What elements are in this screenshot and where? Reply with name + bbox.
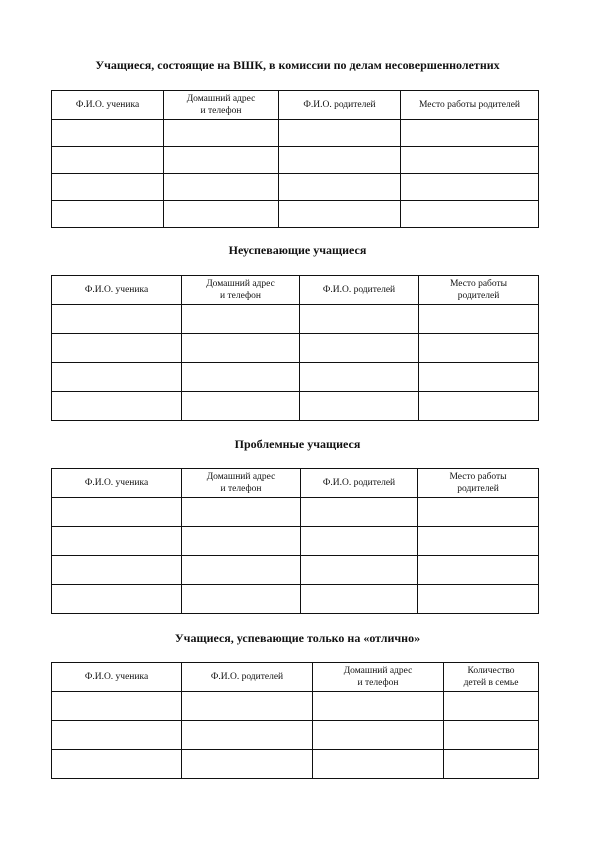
table-cell[interactable] [300,305,419,334]
col-header-address: Домашний адрес и телефон [164,91,279,120]
table-cell[interactable] [182,392,300,421]
table-cell[interactable] [301,556,418,585]
table-cell[interactable] [182,750,313,779]
table-cell[interactable] [419,334,539,363]
table-cell[interactable] [164,120,279,147]
table-cell[interactable] [419,392,539,421]
col-header-parents: Ф.И.О. родителей [279,91,401,120]
col-header-student: Ф.И.О. ученика [52,469,182,498]
table-cell[interactable] [52,556,182,585]
col-header-student: Ф.И.О. ученика [52,276,182,305]
table-cell[interactable] [182,305,300,334]
table-cell[interactable] [419,305,539,334]
table-cell[interactable] [301,585,418,614]
table-cell[interactable] [401,174,539,201]
section-title-vshk: Учащиеся, состоящие на ВШК, в комиссии по делам несовершеннолетних [95,58,500,72]
table-cell[interactable] [182,721,313,750]
table-cell[interactable] [444,721,539,750]
table-cell[interactable] [182,334,300,363]
table-cell[interactable] [52,201,164,228]
table-row [52,363,539,392]
col-header-parents-work: Место работы родителей [419,276,539,305]
table-cell[interactable] [300,392,419,421]
col-header-parents-work: Место работы родителей [401,91,539,120]
header-row [52,469,539,498]
table-row [52,556,539,585]
table-row [52,527,539,556]
table-cell[interactable] [418,527,539,556]
table-cell[interactable] [52,750,182,779]
table-cell[interactable] [301,527,418,556]
table-cell[interactable] [401,147,539,174]
table-vshk [51,90,539,228]
col-header-address: Домашний адрес и телефон [182,469,301,498]
table-cell[interactable] [182,363,300,392]
section-title-failing: Неуспевающие учащиеся [228,243,367,257]
table-cell[interactable] [279,147,401,174]
table-cell[interactable] [164,201,279,228]
table-cell[interactable] [164,174,279,201]
table-row [52,750,539,779]
table-cell[interactable] [279,174,401,201]
header-row [52,663,539,692]
table-cell[interactable] [182,585,301,614]
table-failing [51,275,539,421]
table-cell[interactable] [418,585,539,614]
col-header-parents: Ф.И.О. родителей [182,663,313,692]
table-cell[interactable] [52,363,182,392]
table-cell[interactable] [313,721,444,750]
table-cell[interactable] [313,692,444,721]
table-cell[interactable] [52,692,182,721]
table-cell[interactable] [164,147,279,174]
table-cell[interactable] [52,585,182,614]
table-cell[interactable] [313,750,444,779]
table-cell[interactable] [279,120,401,147]
col-header-student: Ф.И.О. ученика [52,663,182,692]
table-cell[interactable] [52,147,164,174]
table-row [52,585,539,614]
header-row [52,276,539,305]
table-row [52,174,539,201]
table-cell[interactable] [444,692,539,721]
table-row [52,305,539,334]
col-header-address: Домашний адрес и телефон [313,663,444,692]
table-cell[interactable] [182,498,301,527]
table-cell[interactable] [52,392,182,421]
table-cell[interactable] [52,174,164,201]
section-title-excellent: Учащиеся, успевающие только на «отлично» [174,631,421,645]
table-cell[interactable] [401,201,539,228]
col-header-parents: Ф.И.О. родителей [300,276,419,305]
table-excellent [51,662,539,779]
table-cell[interactable] [52,498,182,527]
col-header-children-count: Количество детей в семье [444,663,539,692]
col-header-address: Домашний адрес и телефон [182,276,300,305]
table-cell[interactable] [52,527,182,556]
table-row [52,201,539,228]
table-cell[interactable] [401,120,539,147]
col-header-student: Ф.И.О. ученика [52,91,164,120]
table-cell[interactable] [300,363,419,392]
table-cell[interactable] [418,498,539,527]
table-cell[interactable] [52,721,182,750]
table-row [52,147,539,174]
col-header-parents: Ф.И.О. родителей [301,469,418,498]
table-cell[interactable] [279,201,401,228]
table-cell[interactable] [182,692,313,721]
table-cell[interactable] [419,363,539,392]
table-row [52,120,539,147]
table-cell[interactable] [182,527,301,556]
col-header-parents-work: Место работы родителей [418,469,539,498]
header-row [52,91,539,120]
section-title-problem: Проблемные учащиеся [234,437,361,451]
table-row [52,392,539,421]
table-cell[interactable] [52,120,164,147]
table-cell[interactable] [418,556,539,585]
table-row [52,692,539,721]
table-cell[interactable] [52,334,182,363]
table-problem [51,468,539,614]
table-cell[interactable] [301,498,418,527]
table-cell[interactable] [182,556,301,585]
table-row [52,721,539,750]
table-cell[interactable] [300,334,419,363]
table-cell[interactable] [52,305,182,334]
table-cell[interactable] [444,750,539,779]
table-row [52,498,539,527]
table-row [52,334,539,363]
